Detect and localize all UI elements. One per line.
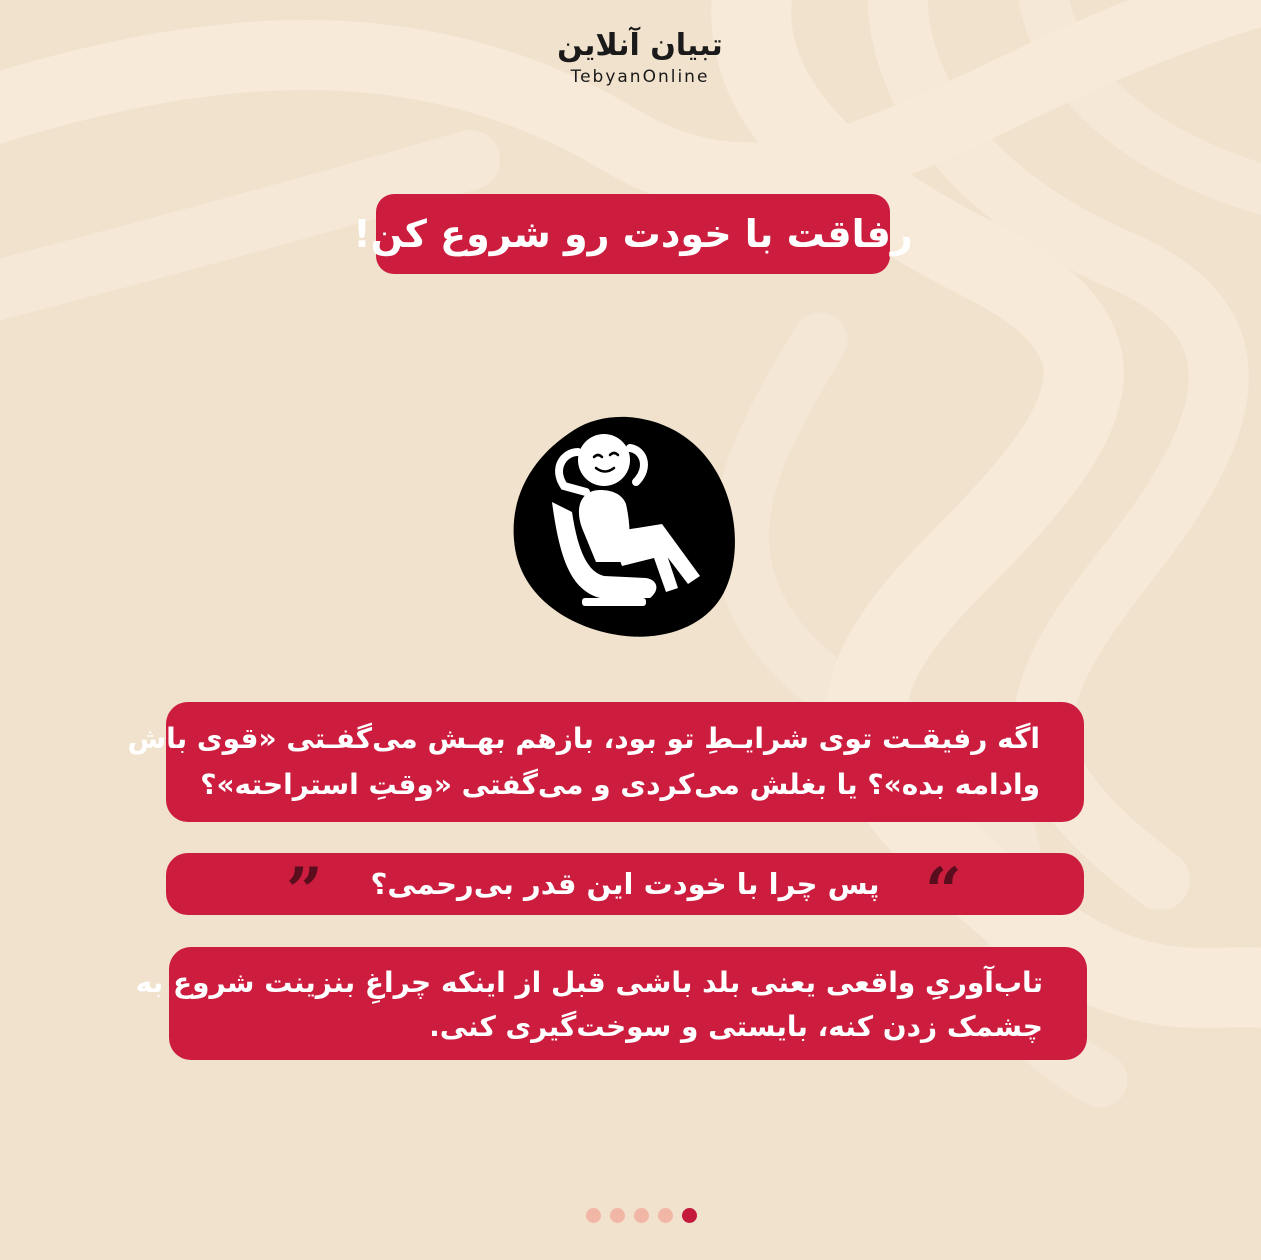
page-title: رفاقت با خودت رو شروع کن! (353, 212, 913, 256)
logo-persian-text: تبیان آنلاین (557, 28, 723, 63)
resilience-card (135, 947, 1087, 1060)
quote-text: پس چرا با خودت این قدر بی‌رحمی؟ (370, 867, 880, 901)
title-banner (353, 194, 913, 274)
brand-logo (520, 26, 760, 88)
logo-latin-text: TebyanOnline (570, 67, 710, 87)
relaxing-person-icon (512, 412, 738, 642)
question-line-1: اگه رفیقـت توی شرایـطِ تو بود، بازهم بهـش می‌گفـتی «قوی باش (127, 722, 1040, 755)
resilience-line-1: تاب‌آوریِ واقعی یعنی بلد باشی قبل از اینکه چراغِ بنزینت شروع به (135, 966, 1043, 999)
pagination-dot-active[interactable] (682, 1208, 697, 1223)
pagination-dot[interactable] (610, 1208, 625, 1223)
resilience-line-2: چشمک زدن کنه، بایستی و سوخت‌گیری کنی. (429, 1010, 1043, 1043)
pagination-dot[interactable] (658, 1208, 673, 1223)
pagination-dot[interactable] (586, 1208, 601, 1223)
open-quote-mark: “ (925, 854, 962, 929)
pagination-dot[interactable] (634, 1208, 649, 1223)
close-quote-mark: ” (286, 854, 323, 929)
question-card (127, 702, 1084, 822)
pagination-dots (586, 1208, 697, 1223)
question-line-2: وادامه بده»؟ یا بغلش می‌کردی و می‌گفتی «وقتِ استراحته»؟ (200, 768, 1040, 801)
